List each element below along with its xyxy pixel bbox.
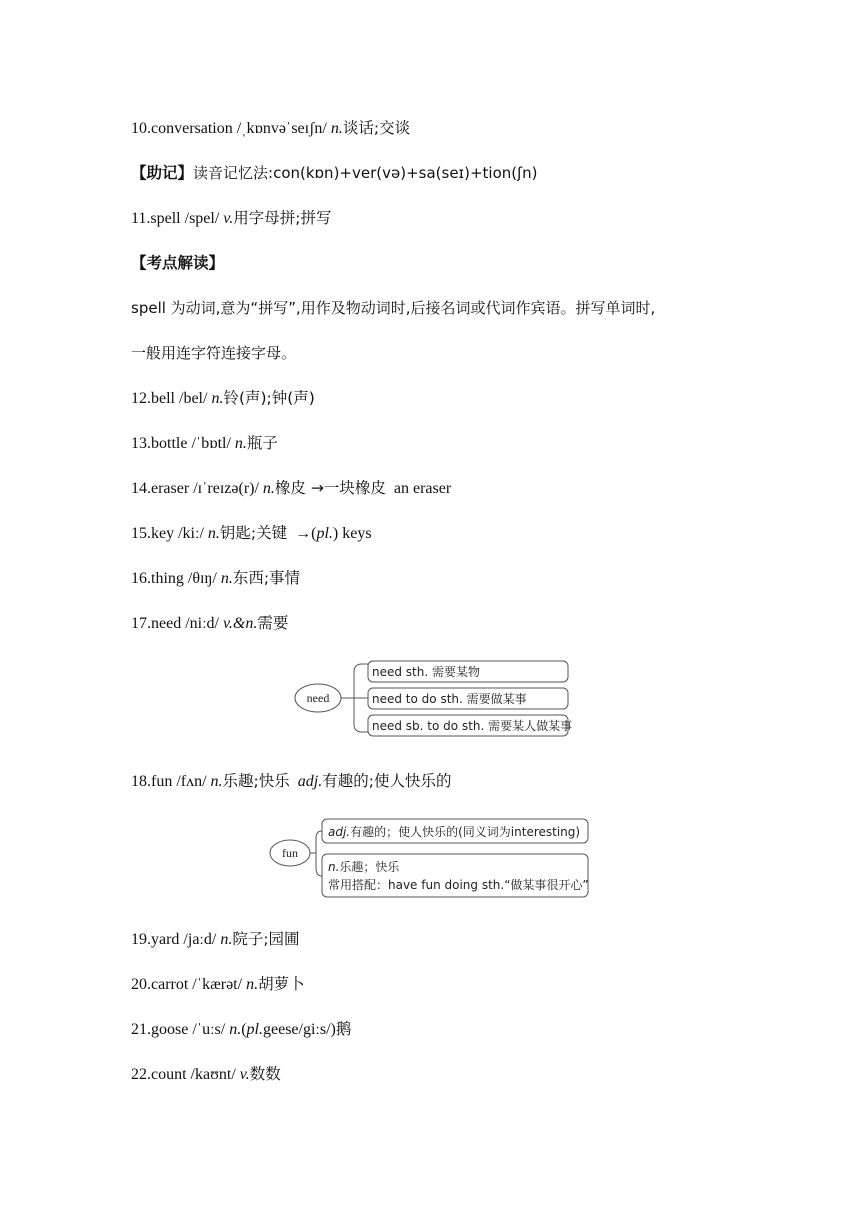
entry-pos: v.&n. bbox=[222, 615, 258, 632]
need-root-label: need bbox=[306, 691, 330, 705]
entry-eraser bbox=[131, 477, 451, 500]
entry-word: 19.yard /jaːd/ bbox=[131, 931, 221, 948]
mnemonic-note bbox=[131, 162, 538, 185]
entry-plural-label: pl. bbox=[316, 525, 333, 542]
entry-conversation bbox=[131, 117, 410, 140]
entry-pos: n. bbox=[330, 120, 343, 137]
mnemonic-tag: 【助记】 bbox=[131, 164, 194, 182]
entry-pos: n. bbox=[229, 1021, 242, 1038]
entry-meaning-2: 有趣的;使人快乐的 bbox=[322, 772, 452, 790]
entry-spell bbox=[131, 207, 331, 230]
entry-yard bbox=[131, 928, 300, 951]
entry-plural: ) keys bbox=[332, 525, 372, 542]
fun-box1-text: adj.有趣的；使人快乐的(同义词为interesting) bbox=[328, 825, 581, 839]
entry-arrow: →( bbox=[287, 525, 317, 542]
entry-pos: n. bbox=[246, 976, 259, 993]
entry-pos-2: adj. bbox=[297, 773, 323, 790]
entry-pos: v. bbox=[223, 210, 234, 227]
entry-plural: geese/giːs/) bbox=[263, 1021, 336, 1038]
entry-bottle bbox=[131, 432, 278, 455]
entry-meaning: 院子;园圃 bbox=[232, 930, 300, 948]
entry-word: 11.spell /spel/ bbox=[131, 210, 224, 227]
entry-pos: n. bbox=[234, 435, 247, 452]
entry-word: 20.carrot /ˈkærət/ bbox=[131, 976, 247, 993]
entry-extra-cn: →一块橡皮 bbox=[305, 479, 386, 497]
entry-pos: n. bbox=[262, 480, 275, 497]
need-connector bbox=[341, 664, 368, 732]
entry-meaning: 橡皮 bbox=[274, 479, 306, 497]
entry-word: 15.key /kiː/ bbox=[131, 525, 208, 542]
entry-word: 21.goose /ˈuːs/ bbox=[131, 1021, 230, 1038]
fun-box2-line1: n.乐趣；快乐 bbox=[328, 860, 400, 874]
entry-fun bbox=[131, 770, 451, 793]
entry-word: 18.fun /fʌn/ bbox=[131, 773, 211, 790]
mnemonic-text: 读音记忆法:con(kɒn)+ver(və)+sa(seɪ)+tion(ʃn) bbox=[193, 164, 538, 182]
entry-meaning: 乐趣;快乐 bbox=[222, 772, 290, 790]
entry-pos: n. bbox=[210, 773, 223, 790]
entry-meaning: 瓶子 bbox=[246, 434, 278, 452]
analysis-paragraph-1: spell 为动词,意为“拼写”,用作及物动词时,后接名词或代词作宾语。拼写单词时, bbox=[131, 299, 656, 317]
entry-meaning: 用字母拼;拼写 bbox=[233, 209, 332, 227]
entry-pos: n. bbox=[211, 390, 224, 407]
entry-pos: n. bbox=[220, 570, 233, 587]
entry-word: 12.bell /bel/ bbox=[131, 390, 212, 407]
entry-pos: n. bbox=[220, 931, 233, 948]
entry-meaning: 鹅 bbox=[335, 1020, 352, 1038]
entry-meaning: 谈话;交谈 bbox=[342, 119, 411, 137]
need-branch-label: need to do sth. 需要做某事 bbox=[372, 692, 527, 706]
entry-meaning: 胡萝卜 bbox=[258, 975, 305, 993]
entry-meaning: 钥匙;关键 bbox=[219, 524, 288, 542]
entry-pos: v. bbox=[239, 1066, 250, 1083]
entry-word: 22.count /kaʊnt/ bbox=[131, 1066, 240, 1083]
entry-bell bbox=[131, 387, 315, 410]
entry-word: 14.eraser /ɪˈreɪzə(r)/ bbox=[131, 480, 263, 497]
entry-extra-en: an eraser bbox=[385, 480, 452, 497]
need-diagram bbox=[290, 656, 580, 742]
entry-word: 10.conversation /ˌkɒnvəˈseɪʃn/ bbox=[131, 120, 331, 137]
entry-goose bbox=[131, 1018, 351, 1041]
entry-open-paren: ( bbox=[241, 1021, 247, 1038]
analysis-heading bbox=[131, 252, 224, 275]
entry-carrot bbox=[131, 973, 305, 996]
fun-box2-line2: 常用搭配：have fun doing sth.“做某事很开心” bbox=[328, 878, 589, 892]
entry-meaning: 需要 bbox=[257, 614, 289, 632]
fun-connector bbox=[310, 831, 322, 876]
entry-plural-label: pl. bbox=[246, 1021, 263, 1038]
entry-word: 16.thing /θɪŋ/ bbox=[131, 570, 221, 587]
need-branch-label: need sth. 需要某物 bbox=[372, 665, 480, 679]
entry-pos: n. bbox=[207, 525, 220, 542]
analysis-tag: 【考点解读】 bbox=[131, 254, 225, 272]
fun-diagram bbox=[266, 814, 596, 902]
entry-word: 17.need /niːd/ bbox=[131, 615, 223, 632]
entry-count bbox=[131, 1063, 281, 1086]
entry-thing bbox=[131, 567, 300, 590]
fun-root-label: fun bbox=[282, 846, 298, 860]
entry-meaning: 数数 bbox=[249, 1065, 281, 1083]
entry-word: 13.bottle /ˈbɒtl/ bbox=[131, 435, 235, 452]
analysis-paragraph-2: 一般用连字符连接字母。 bbox=[131, 344, 297, 362]
need-branch-label: need sb. to do sth. 需要某人做某事 bbox=[372, 719, 573, 733]
entry-meaning: 铃(声);钟(声) bbox=[223, 389, 315, 407]
entry-meaning: 东西;事情 bbox=[232, 569, 301, 587]
entry-key bbox=[131, 522, 372, 545]
entry-need bbox=[131, 612, 288, 635]
